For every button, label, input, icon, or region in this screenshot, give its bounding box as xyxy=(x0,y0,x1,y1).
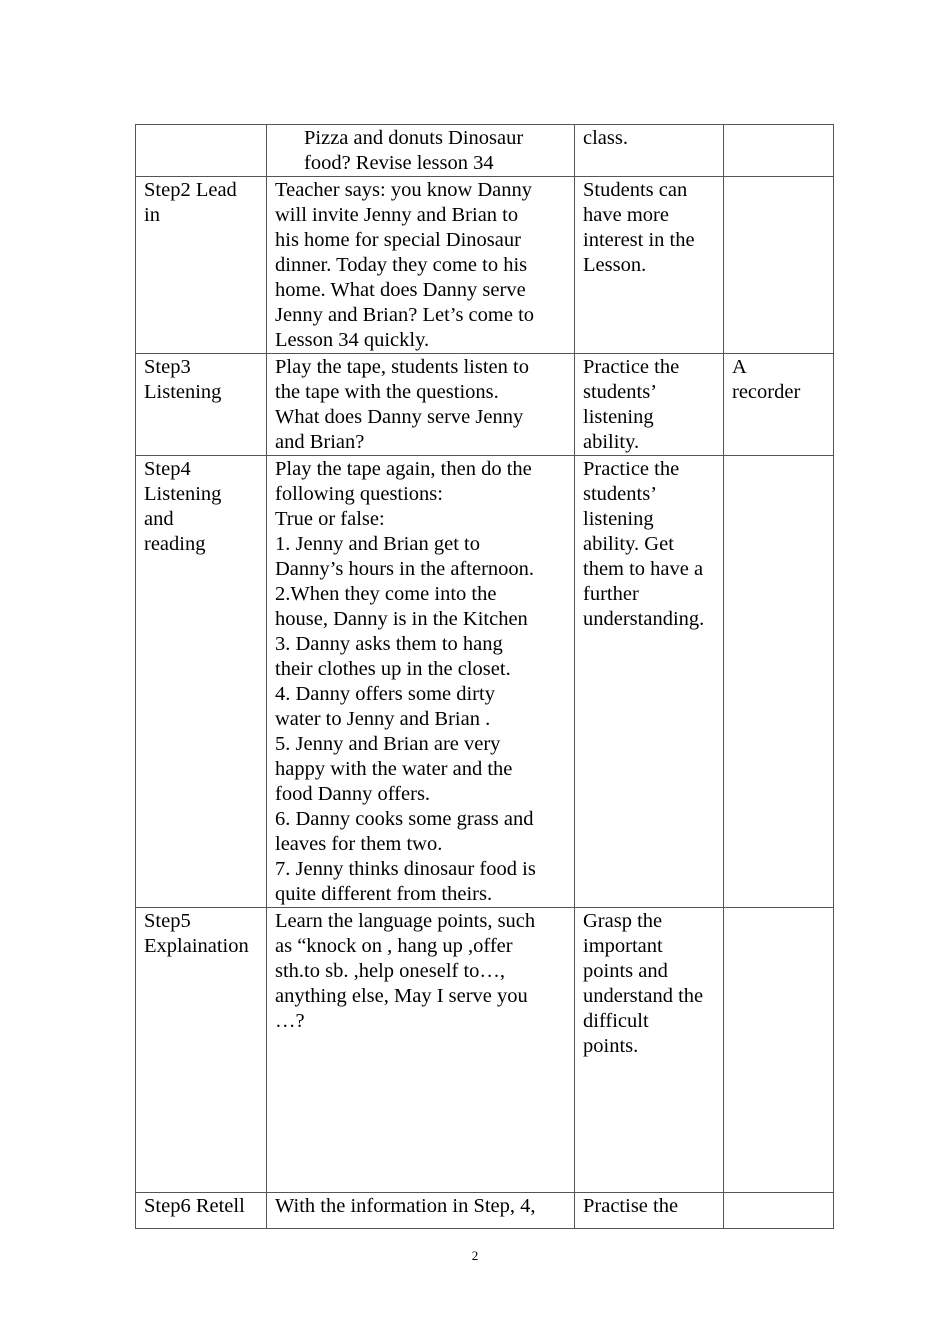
step-cell: Step6 Retell xyxy=(136,1193,267,1229)
activity-cell: Pizza and donuts Dinosaur food? Revise lesson 34 xyxy=(267,125,575,177)
activity-cell: Learn the language points, such as “knock on , hang up ,offer sth.to sb. ,help oneself to…, anything else, May I serve you …? xyxy=(267,908,575,1193)
page-number: 2 xyxy=(471,1248,479,1263)
aids-cell xyxy=(724,456,834,908)
table-row xyxy=(136,1193,834,1229)
purpose-cell: Practise the xyxy=(575,1193,724,1229)
purpose-cell: Practice the students’ listening ability. Get them to have a further understanding. xyxy=(575,456,724,908)
step-cell: Step3 Listening xyxy=(136,354,267,456)
step-cell: Step2 Lead in xyxy=(136,177,267,354)
purpose-cell: class. xyxy=(575,125,724,177)
table-row xyxy=(136,177,834,354)
step-cell: Step4 Listening and reading xyxy=(136,456,267,908)
step-cell xyxy=(136,125,267,177)
purpose-cell: Practice the students’ listening ability. xyxy=(575,354,724,456)
aids-cell xyxy=(724,1193,834,1229)
lesson-plan-table xyxy=(135,124,834,1229)
table-row xyxy=(136,354,834,456)
table-row xyxy=(136,456,834,908)
aids-cell xyxy=(724,908,834,1193)
activity-cell: Play the tape, students listen to the tape with the questions. What does Danny serve Jenny and Brian? xyxy=(267,354,575,456)
activity-cell: Play the tape again, then do the following questions: True or false: 1. Jenny and Brian get to Danny’s hours in the afternoon. 2.When they come into the house, Danny is in the Kitchen 3. Danny asks them to hang their clothes up in the closet. 4. Danny offers some dirty water to Jenny and Brian . 5. Jenny and Brian are very happy with the water and the food Danny offers. 6. Danny cooks some grass and leaves for them two. 7. Jenny thinks dinosaur food is quite different from theirs. xyxy=(267,456,575,908)
aids-cell: A recorder xyxy=(724,354,834,456)
table-row xyxy=(136,908,834,1193)
aids-cell xyxy=(724,125,834,177)
activity-cell: Teacher says: you know Danny will invite Jenny and Brian to his home for special Dinosaur dinner. Today they come to his home. What does Danny serve Jenny and Brian? Let’s come to Lesson 34 quickly. xyxy=(267,177,575,354)
activity-cell: With the information in Step, 4, xyxy=(267,1193,575,1229)
aids-cell xyxy=(724,177,834,354)
table-row xyxy=(136,125,834,177)
purpose-cell: Students can have more interest in the Lesson. xyxy=(575,177,724,354)
step-cell: Step5 Explaination xyxy=(136,908,267,1193)
purpose-cell: Grasp the important points and understand the difficult points. xyxy=(575,908,724,1193)
